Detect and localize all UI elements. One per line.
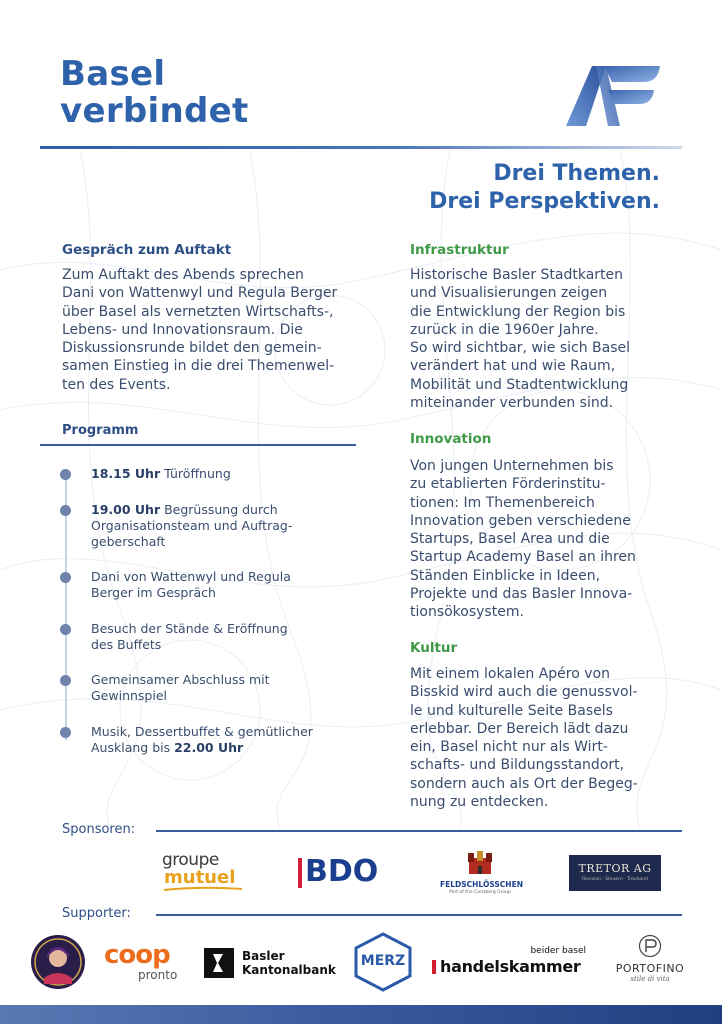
merz-text: MERZ [360,953,406,969]
section-line: tionsökosystem. [410,604,524,621]
header-divider [40,146,682,149]
section-line: miteinander verbunden sind. [410,395,614,412]
timeline-dot-icon [60,727,71,738]
program-time: 22.00 Uhr [174,740,244,755]
section-line: erlebbar. Der Bereich lädt dazu [410,720,629,737]
themes-headline [429,160,660,216]
bdo-text: BDO [305,854,379,889]
section-line: die Entwicklung der Region bis [410,303,626,320]
innovation-text [410,457,700,622]
pronto-text: pronto [138,968,178,982]
section-line: Bisskid wird auch die genussvol- [410,684,638,701]
program-heading: Programm [62,423,139,438]
section-line: Von jungen Unternehmen bis [410,458,614,474]
feldschloesschen-text: FELDSCHLÖSSCHEN [440,880,523,889]
coop-pronto-logo [104,942,188,982]
bdo-bar-icon [298,858,302,888]
section-line: le und kulturelle Seite Basels [410,702,613,719]
intro-line: Diskussionsrunde bildet den gemein- [62,340,322,357]
program-item-text: Gewinnspiel [91,688,168,703]
section-line: zurück in die 1960er Jahre. [410,321,599,338]
program-item-text: Türöffnung [160,466,231,481]
bkb-staff-icon [204,948,234,978]
section-line: und Visualisierungen zeigen [410,285,608,302]
program-item-text: Dani von Wattenwyl und Regula [91,569,291,584]
af-logo [562,60,662,130]
program-item-text: Berger im Gespräch [91,585,216,600]
section-line: ein, Basel nicht nur als Wirt- [410,739,608,756]
program-time: 18.15 Uhr [91,466,161,481]
handelskammer-mark-icon [432,960,436,974]
portofino-logo [604,934,696,990]
program-item-text: Begrüssung durch [160,502,278,517]
program-item-text: geberschaft [91,534,166,549]
coop-text: coop [104,940,170,970]
program-item-text: des Buffets [91,637,162,652]
program-item-text: Gemeinsamer Abschluss mit [91,672,270,687]
handelskammer-top: beider basel [530,946,586,956]
section-line: verändert hat und wie Raum, [410,358,616,375]
swoosh-icon [162,886,244,892]
section-line: Projekte und das Basler Innova- [410,586,633,603]
section-line: zu etablierten Förderinstitu- [410,476,606,493]
groupe-mutuel-line1: groupe [162,850,219,870]
innovation-heading: Innovation [410,431,492,447]
sponsors-label: Sponsoren: [62,822,136,837]
timeline-dot-icon [60,624,71,635]
program-item-text: Organisationsteam und Auftrag- [91,518,293,533]
portofino-text: PORTOFINO [615,962,685,975]
section-line: tionen: Im Themenbereich [410,494,595,511]
section-line: sondern auch als Ort der Begeg- [410,775,638,792]
portofino-emblem-icon [638,934,662,958]
footer-bar [0,1005,722,1024]
title-line-2: verbindet [60,91,249,131]
groupe-mutuel-line2: mutuel [164,867,236,888]
feldschloesschen-logo [440,850,523,898]
intro-line: ten des Events. [62,376,171,393]
section-line: Ständen Einblicke in Ideen, [410,567,601,584]
sponsors-divider [156,830,682,832]
section-line: So wird sichtbar, wie sich Basel [410,340,631,357]
themes-line-1: Drei Themen. [493,161,660,186]
intro-line: samen Einstieg in die drei Themenwel- [62,358,335,375]
basler-kantonalbank-logo [204,947,344,979]
portofino-sub: stile di vita [630,975,670,983]
section-line: Mit einem lokalen Apéro von [410,666,610,682]
bdo-logo [298,856,384,890]
section-line: Startup Academy Basel an ihren [410,549,636,566]
bkb-line1: Basler [242,949,285,963]
groupe-mutuel-logo [162,852,246,892]
merz-logo [352,932,414,992]
tretor-logo [569,855,661,891]
handelskammer-text: handelskammer [440,957,581,976]
infrastruktur-heading: Infrastruktur [410,242,509,258]
bkb-line2: Kantonalbank [242,963,336,977]
program-divider [40,444,356,446]
section-line: Startups, Basel Area und die [410,531,610,548]
intro-line: über Basel als vernetzten Wirtschafts-, [62,303,334,320]
themes-line-2: Drei Perspektiven. [429,189,660,214]
tretor-text: TRETOR AG [578,862,652,875]
section-line: Mobilität und Stadtentwicklung [410,376,629,393]
kultur-text [410,665,700,811]
program-item-text: Musik, Dessertbuffet & gemütlicher [91,724,313,739]
program-time: 19.00 Uhr [91,502,161,517]
intro-text [62,266,362,394]
kultur-heading: Kultur [410,640,458,656]
title-line-1: Basel [60,54,166,94]
timeline-dot-icon [60,675,71,686]
feldschloesschen-sub: Part of the Carlsberg Group [449,890,511,895]
program-item-text: Ausklang bis [91,740,175,755]
section-line: schafts- und Bildungsstandort, [410,757,625,774]
program-item-text: Besuch der Stände & Eröffnung [91,621,288,636]
infrastruktur-text [410,266,700,412]
page-title [60,56,249,130]
timeline-dot-icon [60,572,71,583]
intro-line: Dani von Wattenwyl und Regula Berger [62,285,338,302]
bisskid-badge-logo [30,934,86,990]
castle-icon [466,850,494,876]
supporters-label: Supporter: [62,906,131,921]
intro-line: Zum Auftakt des Abends sprechen [62,267,304,283]
tretor-sub: Revision · Steuern · Treuhand [582,877,648,882]
supporters-divider [156,914,682,916]
handelskammer-logo [430,946,590,980]
intro-heading: Gespräch zum Auftakt [62,242,232,258]
timeline-dot-icon [60,505,71,516]
intro-line: Lebens- und Innovationsraum. Die [62,321,303,338]
section-line: Innovation geben verschiedene [410,512,631,529]
timeline-dot-icon [60,469,71,480]
section-line: nung zu entdecken. [410,794,549,811]
section-line: Historische Basler Stadtkarten [410,267,624,283]
